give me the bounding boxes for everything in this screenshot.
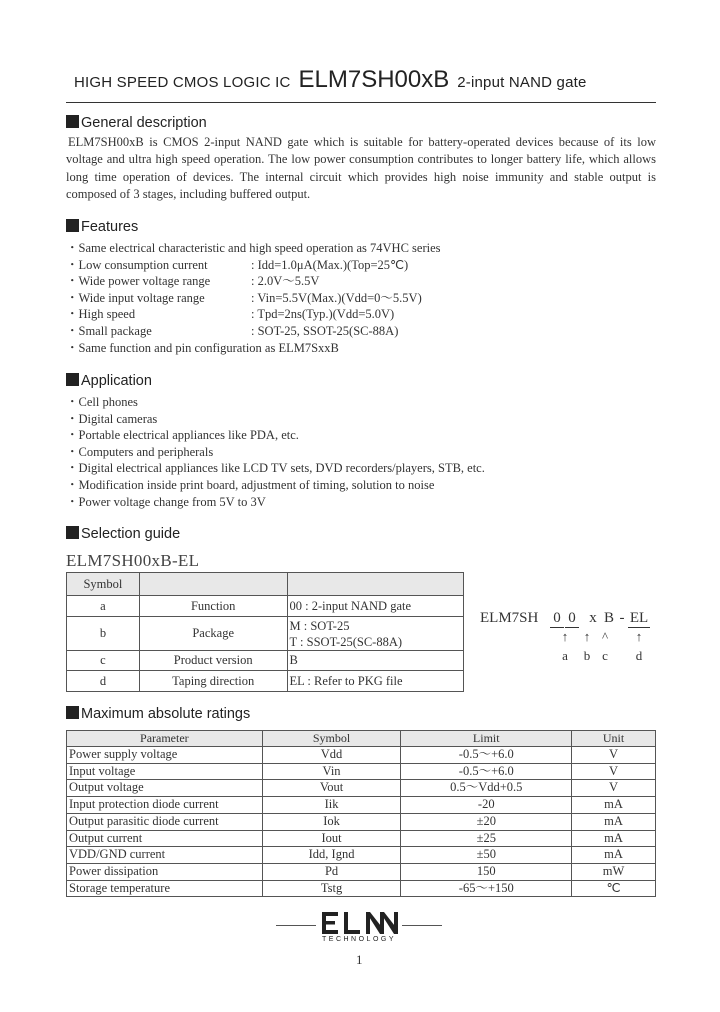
table-row: [67, 797, 656, 814]
page-number: 1: [356, 952, 363, 967]
table-row: [67, 651, 464, 671]
table-row: [67, 763, 656, 780]
decode-b: B: [603, 610, 614, 626]
title-prefix: HIGH SPEED CMOS LOGIC IC: [74, 74, 291, 91]
table-cell: Output voltage: [67, 780, 263, 797]
table-cell: Output current: [67, 830, 263, 847]
table-cell: d: [67, 671, 140, 692]
table-cell: Taping direction: [139, 671, 287, 692]
table-cell: ℃: [572, 880, 656, 897]
list-item: ・Portable electrical appliances like PDA, etc.: [66, 428, 299, 443]
section-heading-selection: Selection guide: [66, 526, 180, 542]
table-row: [67, 830, 656, 847]
table-row: [67, 617, 464, 651]
table-cell: Function: [139, 596, 287, 617]
table-header-cell: Unit: [572, 731, 656, 747]
table-cell: Input voltage: [67, 763, 263, 780]
list-item: ・Computers and peripherals: [66, 444, 214, 459]
table-cell: Package: [139, 617, 287, 651]
table-cell: B: [287, 651, 464, 671]
decode-digit: 0: [565, 610, 579, 628]
table-cell: Power supply voltage: [67, 747, 263, 764]
section-heading-ratings: Maximum absolute ratings: [66, 706, 250, 722]
decode-digit: 0: [550, 610, 564, 628]
title-divider: [66, 102, 656, 103]
table-cell: Iik: [262, 797, 401, 814]
arrow-up-icon: ↑: [635, 629, 643, 644]
table-row: [67, 863, 656, 880]
section-heading-features: Features: [66, 219, 138, 235]
table-header-cell: Limit: [401, 731, 572, 747]
table-cell: Power dissipation: [67, 863, 263, 880]
table-cell: Idd, Ignd: [262, 847, 401, 864]
table-cell: 0.5～Vdd+0.5: [401, 780, 572, 797]
part-number-decode: [480, 610, 660, 666]
square-bullet-icon: [66, 526, 79, 539]
table-cell: 00 : 2-input NAND gate: [287, 596, 464, 617]
decode-taping: EL: [629, 610, 649, 626]
table-row: [67, 671, 464, 692]
table-cell: Tstg: [262, 880, 401, 897]
arrow-up-icon: ↑: [583, 629, 591, 644]
table-cell: mA: [572, 813, 656, 830]
table-cell: Pd: [262, 863, 401, 880]
table-header-cell: Symbol: [67, 573, 140, 596]
decode-letter: a: [562, 648, 568, 663]
decode-prefix: ELM7SH: [480, 610, 539, 626]
table-cell: mA: [572, 847, 656, 864]
table-header-cell: [139, 573, 287, 596]
table-cell: mA: [572, 830, 656, 847]
table-row: [67, 747, 656, 764]
table-cell: ±25: [401, 830, 572, 847]
package-option: T : SSOT-25(SC-88A): [289, 634, 403, 649]
table-cell: c: [67, 651, 140, 671]
table-cell: -65～+150: [401, 880, 572, 897]
list-item: ・Modification inside print board, adjustment of timing, solution to noise: [66, 477, 435, 492]
title-suffix: 2-input NAND gate: [457, 74, 587, 91]
table-cell: ±50: [401, 847, 572, 864]
table-cell: Vin: [262, 763, 401, 780]
table-cell: V: [572, 780, 656, 797]
table-cell: -0.5～+6.0: [401, 747, 572, 764]
table-header-cell: [287, 573, 464, 596]
selection-part-code: ELM7SH00xB-EL: [66, 551, 200, 570]
list-item: ・Same electrical characteristic and high speed operation as 74VHC series: [66, 241, 441, 255]
list-item: ・Wide power voltage range : 2.0V～5.5V: [66, 274, 320, 289]
table-row: [67, 880, 656, 897]
table-header-row: [67, 731, 656, 747]
table-header-row: [67, 573, 464, 596]
decode-letter: c: [602, 648, 608, 663]
section-heading-application: Application: [66, 373, 152, 389]
section-heading-general: General description: [66, 115, 207, 131]
square-bullet-icon: [66, 219, 79, 232]
square-bullet-icon: [66, 115, 79, 128]
list-item: ・Small package : SOT-25, SSOT-25(SC-88A): [66, 323, 399, 338]
table-cell: [287, 617, 464, 651]
table-cell: ±20: [401, 813, 572, 830]
decode-letter: d: [635, 648, 643, 663]
table-cell: Iout: [262, 830, 401, 847]
application-list: [66, 394, 656, 510]
decode-version: x: [589, 610, 597, 626]
title-part-number: ELM7SH00xB: [298, 66, 450, 93]
table-header-cell: Symbol: [262, 731, 401, 747]
table-row: [67, 813, 656, 830]
table-cell: V: [572, 763, 656, 780]
caret-up-icon: ^: [601, 629, 609, 644]
square-bullet-icon: [66, 373, 79, 386]
table-cell: mW: [572, 863, 656, 880]
table-cell: Product version: [139, 651, 287, 671]
table-row: [67, 780, 656, 797]
table-cell: Output parasitic diode current: [67, 813, 263, 830]
decode-letter: b: [583, 648, 591, 663]
decode-dash: -: [619, 610, 625, 626]
table-row: [67, 847, 656, 864]
page-title: [74, 66, 654, 94]
table-cell: -0.5～+6.0: [401, 763, 572, 780]
list-item: ・Digital cameras: [66, 411, 158, 426]
general-description-text: ELM7SH00xB is CMOS 2-input NAND gate which is suitable for battery-operated devices because of its low voltage and ultra high speed operation. The low power consumption contributes to longer battery life, which allows long time operation of devices. The internal circuit which provides high noise immunity and stable output is composed of 3 stages, including buffered output.: [66, 135, 656, 201]
table-row: [67, 596, 464, 617]
features-list: [66, 240, 656, 356]
table-cell: Vout: [262, 780, 401, 797]
table-cell: -20: [401, 797, 572, 814]
package-option: M : SOT-25: [289, 618, 350, 633]
table-cell: mA: [572, 797, 656, 814]
table-cell: Input protection diode current: [67, 797, 263, 814]
table-cell: Iok: [262, 813, 401, 830]
list-item: ・Wide input voltage range : Vin=5.5V(Max.)(Vdd=0～5.5V): [66, 290, 422, 305]
arrow-up-icon: ↑: [561, 629, 569, 644]
logo-subtitle: TECHNOLOGY: [322, 936, 397, 943]
table-cell: VDD/GND current: [67, 847, 263, 864]
list-item: ・Same function and pin configuration as ELM7SxxB: [66, 340, 339, 355]
list-item: ・Low consumption current : Idd=1.0μA(Max.)(Top=25℃): [66, 257, 409, 272]
table-cell: 150: [401, 863, 572, 880]
table-cell: Vdd: [262, 747, 401, 764]
square-bullet-icon: [66, 706, 79, 719]
table-cell: V: [572, 747, 656, 764]
list-item: ・Digital electrical appliances like LCD TV sets, DVD recorders/players, STB, etc.: [66, 461, 485, 476]
table-cell: a: [67, 596, 140, 617]
ratings-table: [66, 730, 656, 897]
list-item: ・Power voltage change from 5V to 3V: [66, 494, 266, 509]
selection-table: [66, 572, 464, 692]
list-item: ・Cell phones: [66, 395, 138, 409]
table-header-cell: Parameter: [67, 731, 263, 747]
table-cell: EL : Refer to PKG file: [287, 671, 464, 692]
table-cell: Storage temperature: [67, 880, 263, 897]
table-cell: b: [67, 617, 140, 651]
list-item: ・High speed : Tpd=2ns(Typ.)(Vdd=5.0V): [66, 307, 395, 322]
